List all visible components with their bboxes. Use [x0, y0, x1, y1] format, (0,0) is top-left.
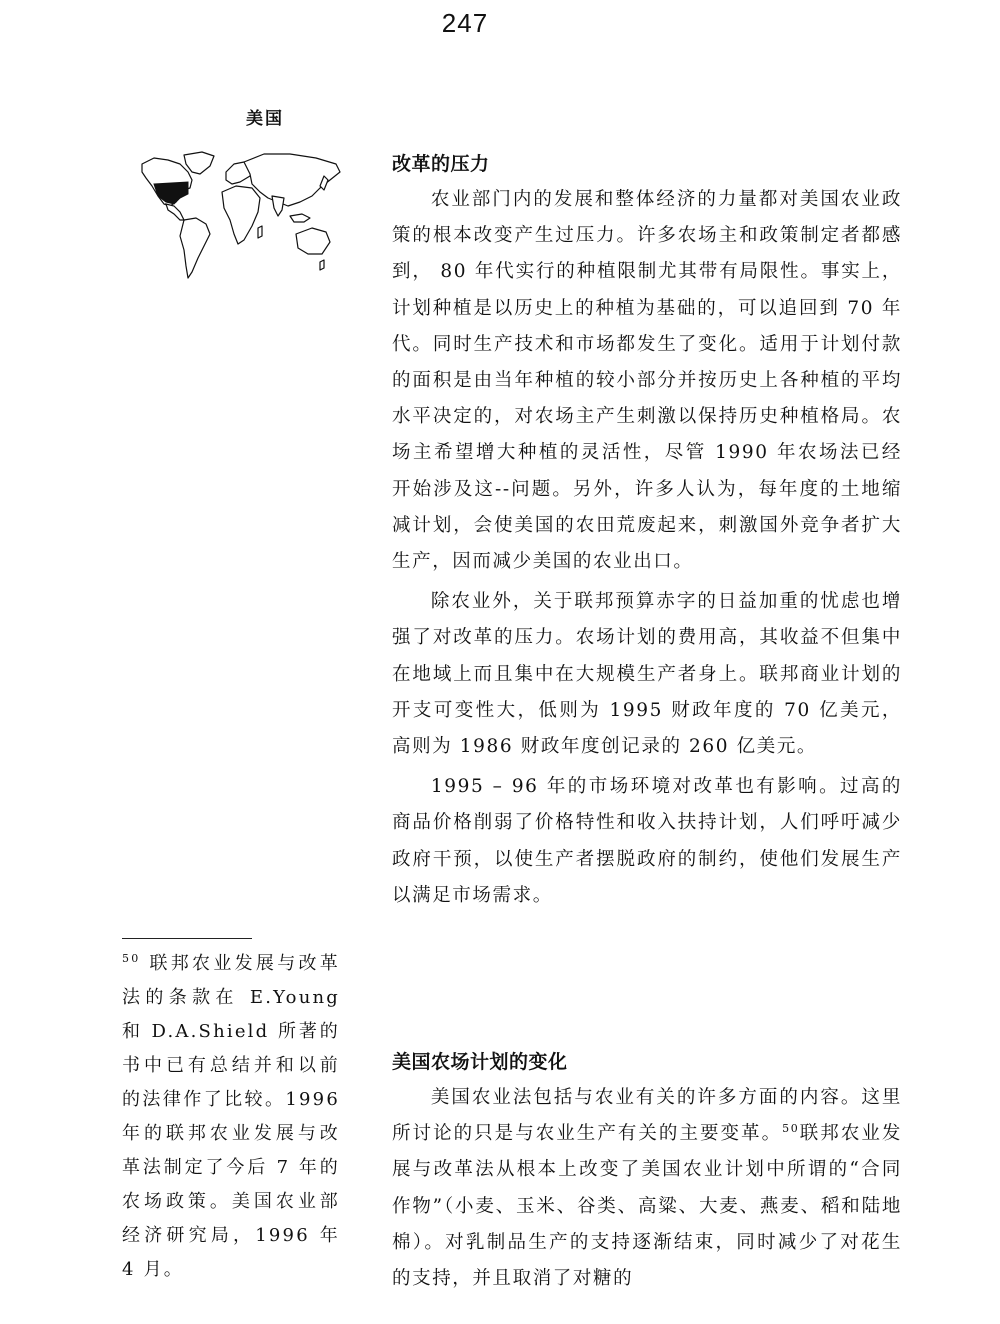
section-farm-program-changes [392, 1044, 902, 1297]
footnote [122, 947, 340, 1287]
map-madagascar [258, 226, 262, 238]
page-number: 247 [441, 8, 489, 38]
paragraph: 除农业外，关于联邦预算赤字的日益加重的忧虑也增强了对改革的压力。农场计划的费用高，其收益不但集中在地域上而且集中在大规模生产者身上。联邦商业计划的开支可变性大，低则为 1995 财政年度的 70 亿美元，高则为 1986 财政年度创记录的 260 亿美元。 [392, 591, 902, 758]
footnote-text: 联邦农业发展与改革法的条款在 E.Young 和 D.A.Shield 所著的书中已有总结并和以前的法律作了比较。1996 年的联邦农业发展与改革法制定了今后 7 年的农场政策。美国农业部经济研究局，1996 年 4 月。 [122, 953, 341, 1280]
map-new-zealand [320, 260, 324, 270]
paragraph [392, 1080, 902, 1297]
paragraph: 1995 – 96 年的市场环境对改革也有影响。过高的商品价格削弱了价格特性和收入扶持计划，人们呼吁减少政府干预，以使生产者摆脱政府的制约，使他们发展生产以满足市场需求。 [392, 776, 902, 906]
footnote-rule [122, 938, 252, 939]
map-india [272, 196, 284, 216]
footnote-mark: 50 [122, 952, 141, 965]
map-indonesia [290, 214, 310, 222]
map-south-america [180, 218, 210, 278]
paragraph-text: 联邦农业发展与改革法从根本上改变了美国农业计划中所谓的“合同作物”（小麦、玉米、谷类、高粱、大麦、燕麦、稻和陆地棉）。对乳制品生产的支持逐渐结束，同时减少了对花生的支持，并且取消了对糖的 [392, 1123, 902, 1290]
section-reform-pressure [392, 146, 902, 914]
section-heading: 改革的压力 [392, 153, 490, 175]
country-label: 美国 [246, 109, 284, 129]
map-australia [296, 228, 330, 254]
section-heading: 美国农场计划的变化 [392, 1051, 568, 1073]
paragraph: 农业部门内的发展和整体经济的力量都对美国农业政策的根本改变产生过压力。许多农场主和政策制定者都感到， 80 年代实行的种植限制尤其带有局限性。事实上，计划种植是以历史上的种植为基础的，可以追回到 70 年代。同时生产技术和市场都发生了变化。适用于计划付款的面积是由当年种植的较小部分并按历史上各种植的平均水平决定的，对农场主产生刺激以保持历史种植格局。农场主希望增大种植的灵活性，尽管 1990 年农场法已经开始涉及这--问题。另外，许多人认为，每年度的土地缩减计划，会使美国的农田荒废起来，刺激国外竞争者扩大生产，因而减少美国的农业出口。 [392, 189, 902, 573]
map-africa [222, 186, 260, 244]
map-usa-highlight [154, 182, 188, 204]
map-greenland [184, 152, 214, 174]
world-map [140, 150, 345, 285]
paragraph-text: 美国农业法包括与农业有关的许多方面的内容。这里所讨论的只是与农业生产有关的主要变革。 [392, 1087, 902, 1145]
map-central-america [166, 204, 184, 220]
footnote-reference[interactable]: 50 [782, 1122, 800, 1136]
